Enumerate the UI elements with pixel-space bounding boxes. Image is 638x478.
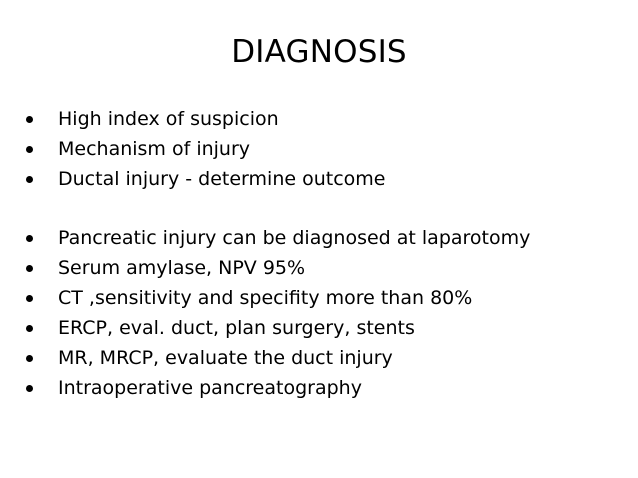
bullet-item [26,315,415,341]
bullet-icon [26,325,33,332]
bullet-item [26,255,305,281]
bullet-icon [26,146,33,153]
bullet-icon [26,116,33,123]
bullet-text: High index of suspicion [58,108,279,130]
bullet-item [26,136,250,162]
bullet-text: Mechanism of injury [58,138,251,160]
bullet-item [26,166,385,192]
bullet-icon [26,235,33,242]
bullet-item [26,106,279,132]
bullet-icon [26,176,33,183]
bullet-item [26,225,530,251]
bullet-text: Pancreatic injury can be diagnosed at laparotomy [58,227,531,249]
bullet-text: CT ,sensitivity and specifity more than 80% [58,287,473,309]
bullet-icon [26,355,33,362]
bullet-icon [26,295,33,302]
bullet-text: Ductal injury - determine outcome [58,168,386,190]
bullet-item [26,375,362,401]
bullet-text: Intraoperative pancreatography [58,377,362,399]
bullet-item [26,345,393,371]
bullet-icon [26,385,33,392]
slide-title: DIAGNOSIS [231,34,407,70]
bullet-text: ERCP, eval. duct, plan surgery, stents [58,317,415,339]
bullet-text: Serum amylase, NPV 95% [58,257,306,279]
bullet-icon [26,265,33,272]
bullet-item [26,285,472,311]
bullet-text: MR, MRCP, evaluate the duct injury [58,347,393,369]
